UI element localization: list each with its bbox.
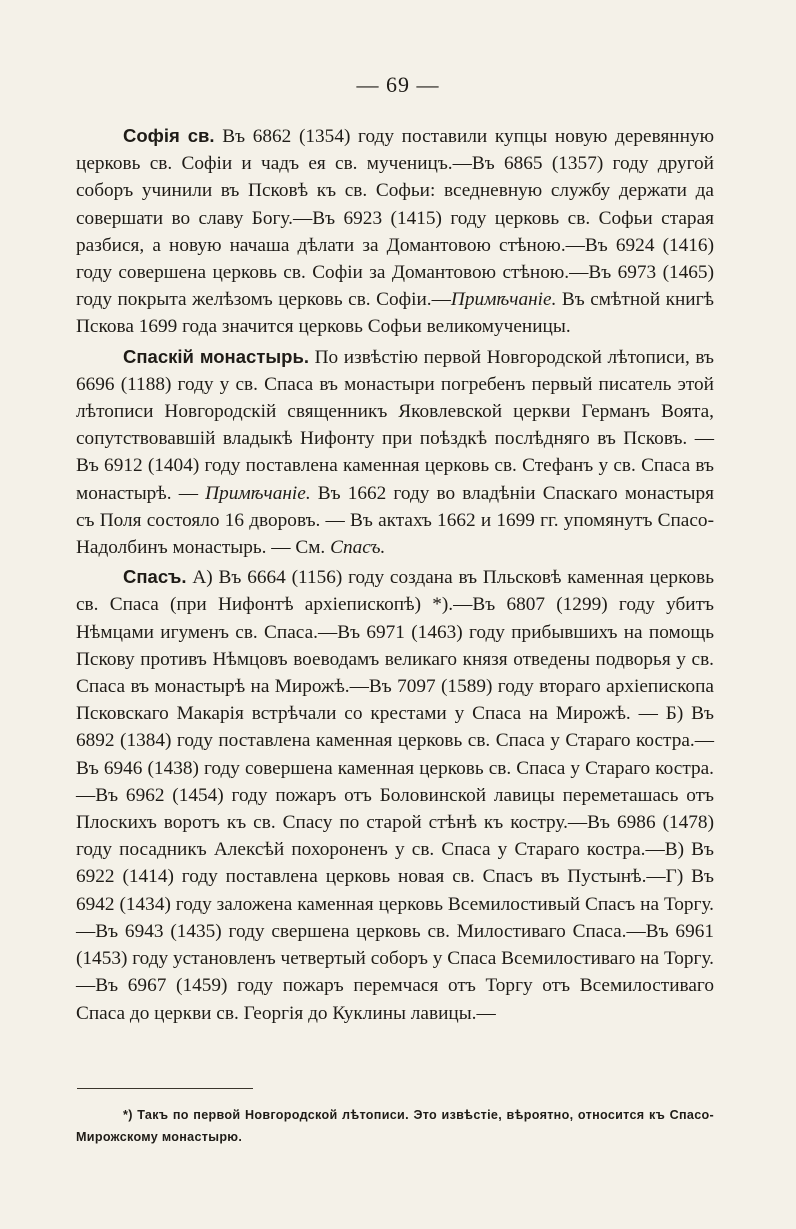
entry-heading: Софія св. <box>123 125 215 146</box>
entry-text: Въ смѣтной книгѣ Пскова 1699 года значится церковь Софьи великомученицы. <box>76 289 714 338</box>
entry-heading: Спаскій монастырь. <box>123 345 309 367</box>
page-body <box>76 122 714 1027</box>
note-label: Примѣчаніе. <box>450 289 557 311</box>
entry-sofia <box>76 122 714 341</box>
entry-spaskiy-monastyr <box>76 343 714 562</box>
page-number: — 69 — <box>356 72 440 97</box>
entry-text: По извѣстію первой Новгородской лѣтописи, въ 6696 (1188) году у св. Спаса въ монастыри погребенъ первый писатель этой лѣтописи Новгородскій священникъ Яковлевской церкви Германъ Воята, сопутствовавшій владыкѣ Нифонту при поѣздкѣ послѣдняго въ Псковъ. — Въ 6912 (1404) году поставлена каменная церковь св. Стефанъ у св. Спаса въ монастырѣ. — <box>76 346 714 504</box>
cross-reference: Спасъ. <box>330 537 386 559</box>
entry-spas <box>76 563 714 1026</box>
footnote: *) Такъ по первой Новгородской лѣтописи. Это извѣстіе, вѣроятно, относится къ Спасо-Мирожскому монастырю. <box>76 1108 714 1144</box>
note-label: Примѣчаніе. <box>205 482 311 504</box>
entry-text: Въ 1662 году во владѣніи Спаскаго монастыря съ Поля состояло 16 дворовъ. — Въ актахъ 1662 и 1699 гг. упомянутъ Спасо-Надолбинъ монастырь. — См. <box>76 482 714 559</box>
entry-text: А) Въ 6664 (1156) году создана въ Пльсковѣ каменная церковь св. Спаса (при Нифонтѣ архіепископѣ) *).—Въ 6807 (1299) году убитъ Нѣмцами игуменъ св. Спаса.—Въ 6971 (1463) году прибывшихъ на помощь Пскову противъ Нѣмцовъ воеводамъ великаго князя отведены подворья у св. Спаса въ монастырѣ на Мирожѣ.—Въ 7097 (1589) году втораго архіепископа Псковскаго Макарія встрѣчали со крестами у Спаса на Мирожѣ. — Б) Въ 6892 (1384) году поставлена каменная церковь св. Спаса у Стараго костра.—Въ 6946 (1438) году совершена каменная церковь св. Спаса у Стараго костра.—Въ 6962 (1454) году пожаръ отъ Боловинской лавицы переметашась отъ Плоскихъ воротъ къ св. Спасу по старой стѣнѣ къ костру.—Въ 6986 (1478) году посадникъ Алексѣй похороненъ у св. Спаса у Стараго костра.—В) Въ 6922 (1414) году поставлена церковь новая св. Спасъ въ Пустынѣ.—Г) Въ 6942 (1434) году заложена каменная церковь Всемилостивый Спасъ на Торгу.—Въ 6943 (1435) году свершена церковь св. Милостиваго Спаса.—Въ 6961 (1453) году установленъ четвертый соборъ у Спаса Всемилостиваго на Торгу.—Въ 6967 (1459) году пожаръ перемчася отъ Торгу отъ Всемилостиваго Спаса до церкви св. Георгія до Куклины лавицы.— <box>76 567 714 1024</box>
entry-heading: Спасъ. <box>123 566 187 588</box>
entry-text: Въ 6862 (1354) году поставили купцы новую деревянную церковь св. Софіи и чадъ ея св. мученицъ.—Въ 6865 (1357) году другой соборъ учинили въ Псковѣ къ св. Софьи: вседневную службу держати да совершати во славу Богу.—Въ 6923 (1415) году церковь св. Софьи старая разбися, а новую начаша дѣлати за Домантовою стѣною.—Въ 6924 (1416) году совершена церковь св. Софіи за Домантовою стѣною.—Въ 6973 (1465) году покрыта желѣзомъ церковь св. Софіи.— <box>76 126 714 311</box>
footnote-divider <box>77 1088 253 1089</box>
